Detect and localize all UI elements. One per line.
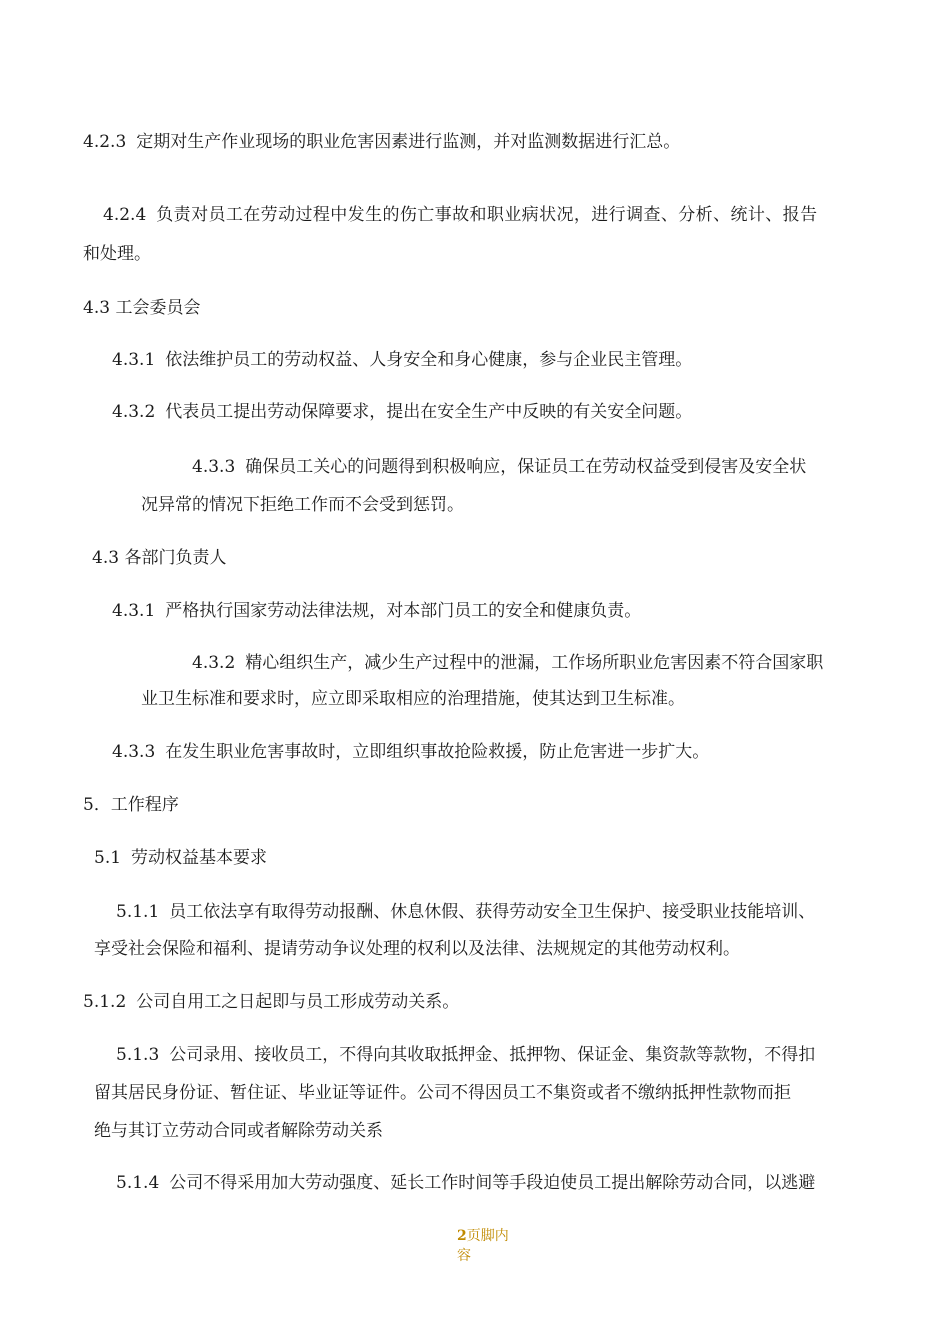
heading-text: 5．工作程序 [83, 795, 179, 815]
heading-text: 劳动权益基本要求 [131, 848, 268, 868]
clause-text: 业卫生标准和要求时，应立即采取相应的治理措施，使其达到卫生标准。 [141, 689, 685, 709]
paragraph-line [141, 687, 685, 711]
paragraph-line [112, 740, 709, 764]
clause-text: 享受社会保险和福利、提请劳动争议处理的权利以及法律、法规规定的其他劳动权利。 [94, 939, 740, 959]
clause-number: 4.3.3 [112, 742, 156, 762]
paragraph-line [112, 599, 641, 623]
paragraph-line [94, 1081, 791, 1105]
clause-text: 绝与其订立劳动合同或者解除劳动关系 [94, 1121, 383, 1141]
heading-text: 4.3 工会委员会 [83, 298, 201, 318]
section-heading [83, 296, 200, 320]
clause-number: 4.3.1 [112, 350, 156, 370]
section-heading [94, 846, 267, 870]
clause-text: 员工依法享有取得劳动报酬、休息休假、获得劳动安全卫生保护、接受职业技能培训、 [169, 902, 816, 922]
clause-number: 5.1.1 [116, 902, 160, 922]
heading-text: 4.3 各部门负责人 [92, 548, 227, 568]
clause-text: 在发生职业危害事故时，立即组织事故抢险救援，防止危害进一步扩大。 [165, 742, 710, 762]
section-heading [92, 546, 226, 570]
clause-number: 4.3.2 [112, 402, 156, 422]
paragraph-line [83, 242, 151, 266]
clause-number: 4.2.3 [83, 132, 127, 152]
clause-text: 依法维护员工的劳动权益、人身安全和身心健康，参与企业民主管理。 [165, 350, 693, 370]
clause-text: 留其居民身份证、暂住证、毕业证等证件。公司不得因员工不集资或者不缴纳抵押性款物而拒 [94, 1083, 791, 1103]
clause-number: 5.1.4 [116, 1173, 160, 1193]
paragraph-line [192, 455, 806, 479]
paragraph-line [94, 1119, 383, 1143]
paragraph-line [83, 130, 680, 154]
paragraph-line [141, 493, 464, 517]
clause-number: 5.1.2 [83, 992, 127, 1012]
clause-text: 公司自用工之日起即与员工形成劳动关系。 [136, 992, 460, 1012]
clause-text: 公司不得采用加大劳动强度、延长工作时间等手段迫使员工提出解除劳动合同，以逃避 [169, 1173, 816, 1193]
paragraph-line [103, 203, 817, 227]
clause-text: 负责对员工在劳动过程中发生的伤亡事故和职业病状况，进行调查、分析、统计、报告 [156, 205, 818, 225]
footer-text: 页脚内容 [457, 1228, 509, 1264]
clause-text: 严格执行国家劳动法律法规，对本部门员工的安全和健康负责。 [165, 601, 642, 621]
page-footer [457, 1226, 517, 1266]
paragraph-line [94, 937, 740, 961]
clause-number: 5.1 [94, 848, 122, 868]
clause-text: 况异常的情况下拒绝工作而不会受到惩罚。 [141, 495, 464, 515]
clause-text: 确保员工关心的问题得到积极响应，保证员工在劳动权益受到侵害及安全状 [245, 457, 807, 477]
clause-text: 和处理。 [83, 244, 151, 264]
paragraph-line [116, 1043, 815, 1067]
clause-number: 4.3.1 [112, 601, 156, 621]
paragraph-line [83, 990, 459, 1014]
paragraph-line [112, 400, 692, 424]
clause-text: 精心组织生产，减少生产过程中的泄漏，工作场所职业危害因素不符合国家职 [245, 653, 824, 673]
page-number: 2 [457, 1228, 467, 1244]
clause-text: 公司录用、接收员工，不得向其收取抵押金、抵押物、保证金、集资款等款物，不得扣 [169, 1045, 816, 1065]
paragraph-line [192, 651, 823, 675]
section-heading [83, 793, 179, 817]
paragraph-line [116, 1171, 815, 1195]
paragraph-line [112, 348, 692, 372]
clause-number: 4.2.4 [103, 205, 147, 225]
clause-number: 4.3.3 [192, 457, 236, 477]
clause-number: 4.3.2 [192, 653, 236, 673]
clause-text: 代表员工提出劳动保障要求，提出在安全生产中反映的有关安全问题。 [165, 402, 693, 422]
paragraph-line [116, 900, 815, 924]
clause-text: 定期对生产作业现场的职业危害因素进行监测，并对监测数据进行汇总。 [136, 132, 681, 152]
clause-number: 5.1.3 [116, 1045, 160, 1065]
